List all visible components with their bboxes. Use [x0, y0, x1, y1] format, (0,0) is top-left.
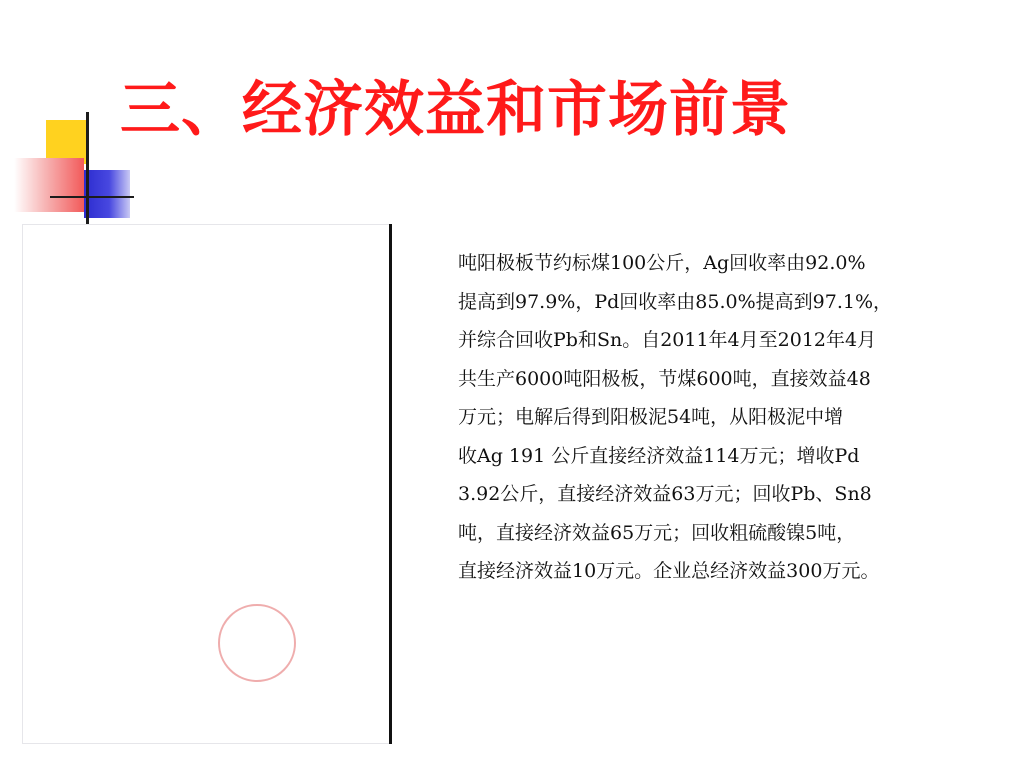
certificate-scan-image — [22, 224, 392, 744]
slide-body-text: 吨阳极板节约标煤100公斤，Ag回收率由92.0% 提高到97.9%，Pd回收率由85.0%提高到97.1%， 并综合回收Pb和Sn。自2011年4月至2012年4月 共生产6000吨阳极板，节煤600吨，直接效益48 万元；电解后得到阳极泥54吨，从阳极泥中增 收Ag 191 公斤直接经济效益114万元；增收Pd 3.92公斤，直接经济效益63万元；回收Pb、Sn8 吨，直接经济效益65万元；回收粗硫酸镍5吨， 直接经济效益10万元。企业总经济效益300万元。 — [458, 252, 893, 582]
slide-title: 三、经济效益和市场前景 — [120, 75, 791, 145]
decor-red-square — [14, 158, 84, 212]
decor-vertical-line — [86, 112, 89, 224]
official-seal — [218, 604, 296, 682]
decor-horizontal-line — [50, 196, 134, 198]
decor-blue-square — [84, 170, 130, 218]
